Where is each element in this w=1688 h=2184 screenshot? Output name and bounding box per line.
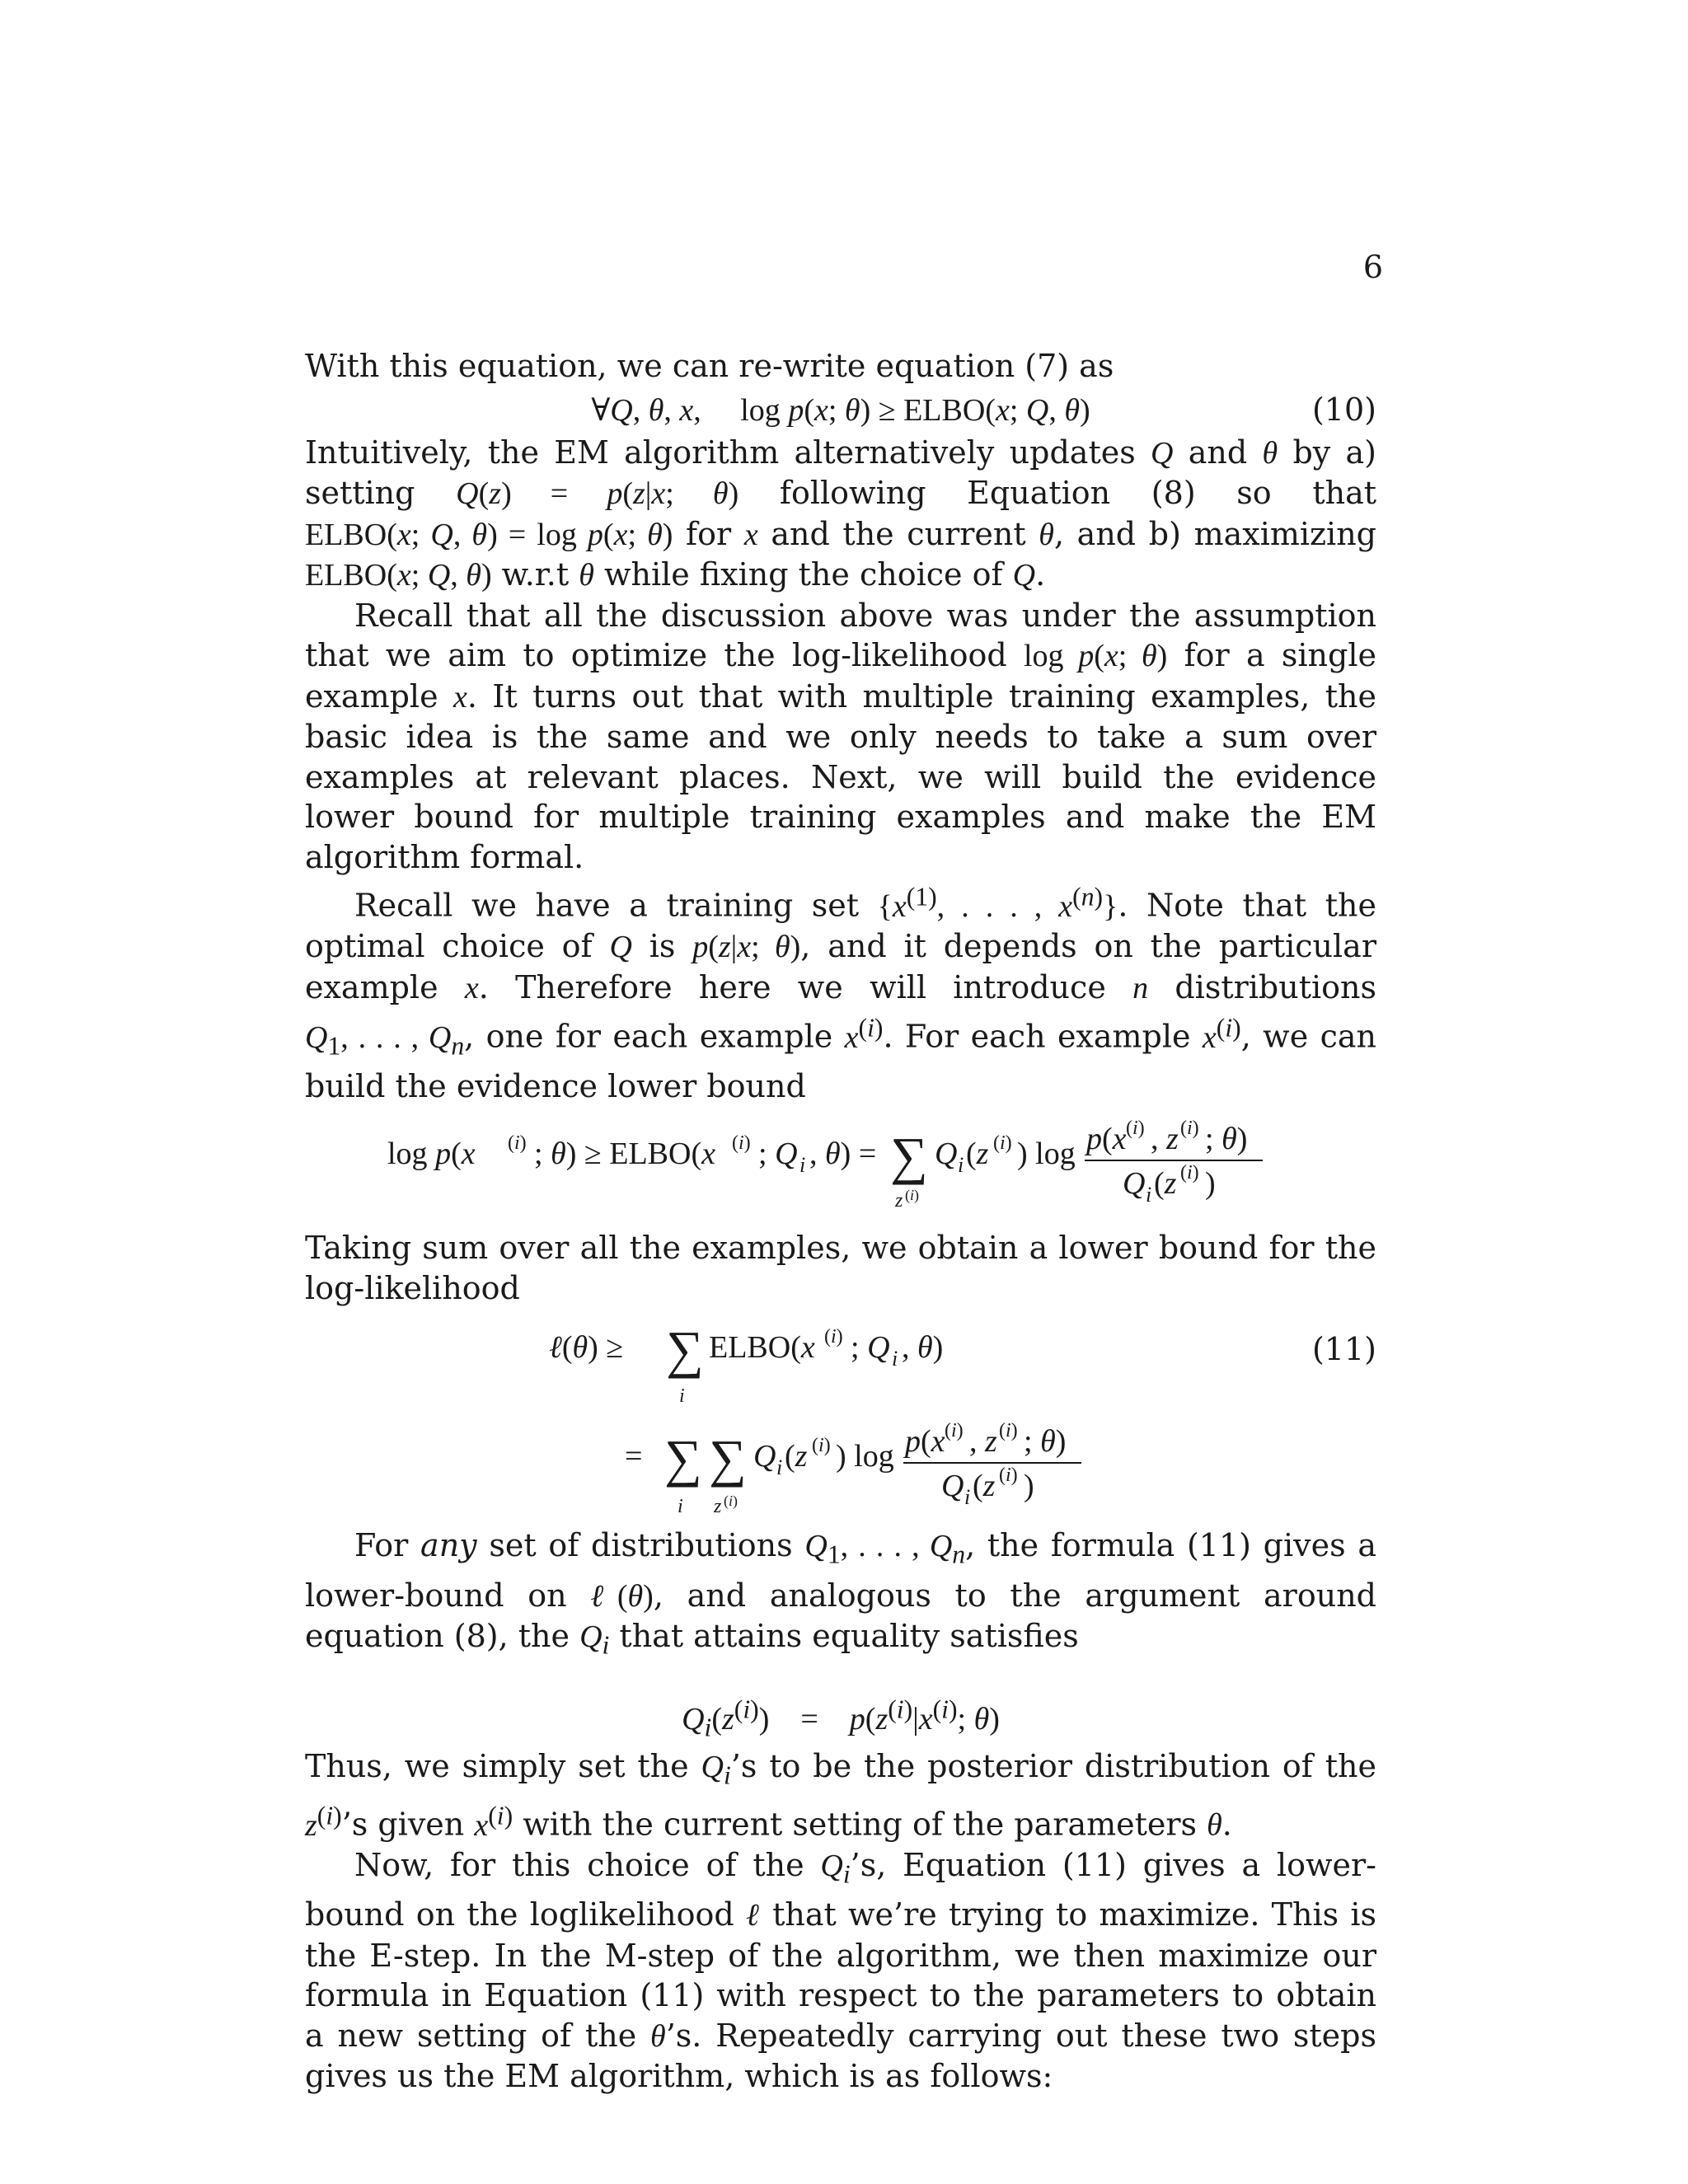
- paragraph-any-distributions: For any set of distributions $Q_1$, . . . , $Q_n$, the formula (11) gives a lower-bound on ℓ(θ), and analogous to the argument around equation (8), the $Q_i$ that attains equality satisfies: [305, 1527, 1376, 1660]
- equation-number: (10): [1311, 391, 1376, 428]
- equation-11-figure: [305, 1311, 1376, 1526]
- svg-text:∑: ∑: [709, 1429, 747, 1488]
- svg-text:∑: ∑: [664, 1429, 702, 1488]
- svg-text:(z: (z: [785, 1439, 808, 1474]
- svg-text:(z: (z: [1154, 1166, 1177, 1202]
- svg-text:(i): (i): [1180, 1162, 1199, 1184]
- svg-text:log p(x: log p(x: [387, 1137, 476, 1172]
- svg-text:(i): (i): [824, 1326, 843, 1348]
- svg-text:i: i: [892, 1347, 898, 1371]
- svg-text:p(x: p(x: [905, 1424, 945, 1460]
- svg-text:(i): (i): [999, 1465, 1018, 1487]
- equation-qi-posterior: [305, 1672, 1376, 1746]
- svg-text:Q: Q: [941, 1469, 964, 1504]
- svg-text:Q: Q: [1123, 1166, 1146, 1202]
- svg-text:) log: ) log: [836, 1439, 894, 1474]
- paragraph-intro: With this equation, we can re-write equation (7) as: [305, 348, 1114, 384]
- svg-text:i: i: [679, 1385, 685, 1408]
- svg-text:Q: Q: [935, 1137, 958, 1172]
- svg-text:(i): (i): [724, 1493, 738, 1510]
- equation-number: (11): [1311, 1331, 1376, 1368]
- svg-text:): ): [1024, 1469, 1034, 1504]
- svg-text:, θ) =: , θ) =: [809, 1137, 877, 1172]
- svg-text:z: z: [714, 1496, 722, 1518]
- paragraph-e-m-steps: Now, for this choice of the $Q_i’s$, Equation (11) gives a lower-bound on the loglikelihood ℓ that we’re trying to maximize. This is the E-step. In the M-step of the algorithm, we then maximize our formula in Equation (11) with respect to the parameters to obtain a new setting of the θ’s. Repeatedly carrying out these two steps gives us the EM algorithm, which is as follows:: [305, 1847, 1377, 2095]
- svg-text:∑: ∑: [890, 1127, 928, 1186]
- svg-text:, z: , z: [969, 1424, 997, 1460]
- svg-text:(i): (i): [812, 1435, 831, 1457]
- svg-text:): ): [1205, 1166, 1216, 1202]
- svg-text:i: i: [1146, 1183, 1152, 1207]
- equation-10-body: ∀Q, θ, x, log p(x; θ) ≥ ELBO(x; Q, θ): [591, 392, 1090, 428]
- svg-text:ELBO(x: ELBO(x: [709, 1330, 815, 1366]
- svg-text:; θ): ; θ): [1024, 1424, 1067, 1460]
- svg-text:, θ): , θ): [902, 1330, 944, 1366]
- page-body: [305, 346, 1376, 2097]
- svg-text:Q: Q: [753, 1439, 776, 1474]
- svg-text:ℓ(θ) ≥: ℓ(θ) ≥: [549, 1330, 624, 1366]
- svg-text:(z: (z: [966, 1137, 989, 1172]
- svg-text:i: i: [776, 1455, 783, 1480]
- svg-text:(i): (i): [993, 1132, 1012, 1155]
- svg-text:(i): (i): [1180, 1118, 1199, 1140]
- svg-text:; θ) ≥ ELBO(x: ; θ) ≥ ELBO(x: [534, 1137, 715, 1172]
- equation-10: [305, 387, 1376, 433]
- equation-qi-posterior-body: $Q_i(z^{(i)})$ = $p(z^{(i)}|x^{(i)}$; θ): [682, 1694, 1000, 1742]
- svg-text:; θ): ; θ): [1205, 1122, 1248, 1157]
- svg-text:; Q: ; Q: [851, 1330, 890, 1366]
- equation-elbo-per-example: [305, 1113, 1376, 1228]
- svg-text:i: i: [964, 1485, 971, 1510]
- paragraph-recall-single: Recall that all the discussion above was under the assumption that we aim to optimize the log-likelihood log p(x; θ) for a single example x. It turns out that with multiple training examples, the basic idea is the same and we only needs to take a sum over examples at relevant places. Next, we will build the evidence lower bound for multiple training examples and make the EM algorithm formal.: [305, 597, 1377, 875]
- equation-11: [305, 1311, 1376, 1526]
- svg-text:∑: ∑: [666, 1320, 704, 1380]
- svg-text:; Q: ; Q: [758, 1137, 798, 1172]
- svg-text:(i): (i): [999, 1420, 1018, 1442]
- page-number: 6: [1362, 249, 1383, 285]
- paragraph-taking-sum: Taking sum over all the examples, we obtain a lower bound for the log-likelihood: [305, 1230, 1376, 1306]
- svg-text:) log: ) log: [1017, 1137, 1076, 1172]
- svg-text:i: i: [799, 1153, 806, 1178]
- paragraph-intuition: Intuitively, the EM algorithm alternatively updates Q and θ by a) setting Q(z) = p(z|x; θ) following Equation (8) so that ELBO(x; Q, θ) = log p(x; θ) for x and the current θ, and b) maximizing ELBO(x; Q, θ) w.r.t θ while fixing the choice of Q.: [305, 434, 1377, 593]
- svg-text:, z: , z: [1151, 1122, 1179, 1157]
- svg-text:(i): (i): [905, 1187, 920, 1204]
- equation-elbo-per-example-figure: [387, 1113, 1294, 1228]
- svg-text:z: z: [895, 1190, 903, 1212]
- svg-text:(i): (i): [1126, 1118, 1145, 1140]
- svg-text:(i): (i): [945, 1420, 964, 1442]
- paragraph-training-set: Recall we have a training set {$x^{(1)}$, . . . , $x^{(n)}$}. Note that the optimal choice of Q is p(z|x; θ), and it depends on the particular example x. Therefore here we will introduce n distributions $Q_1$, . . . , $Q_n$, one for each example $x^{(i)}$. For each example $x^{(i)}$, we can build the evidence lower bound: [305, 882, 1377, 1104]
- svg-text:(i): (i): [508, 1132, 527, 1155]
- svg-text:i: i: [678, 1496, 683, 1518]
- svg-text:(z: (z: [973, 1469, 996, 1504]
- paragraph-posterior: Thus, we simply set the $Q_i’s$ to be the posterior distribution of the $z^{(i)}’s$ given $x^{(i)}$ with the current setting of the parameters θ.: [305, 1748, 1376, 1843]
- svg-text:=: =: [625, 1439, 643, 1474]
- svg-text:i: i: [958, 1153, 964, 1178]
- svg-text:(i): (i): [732, 1132, 751, 1155]
- svg-text:p(x: p(x: [1086, 1122, 1127, 1157]
